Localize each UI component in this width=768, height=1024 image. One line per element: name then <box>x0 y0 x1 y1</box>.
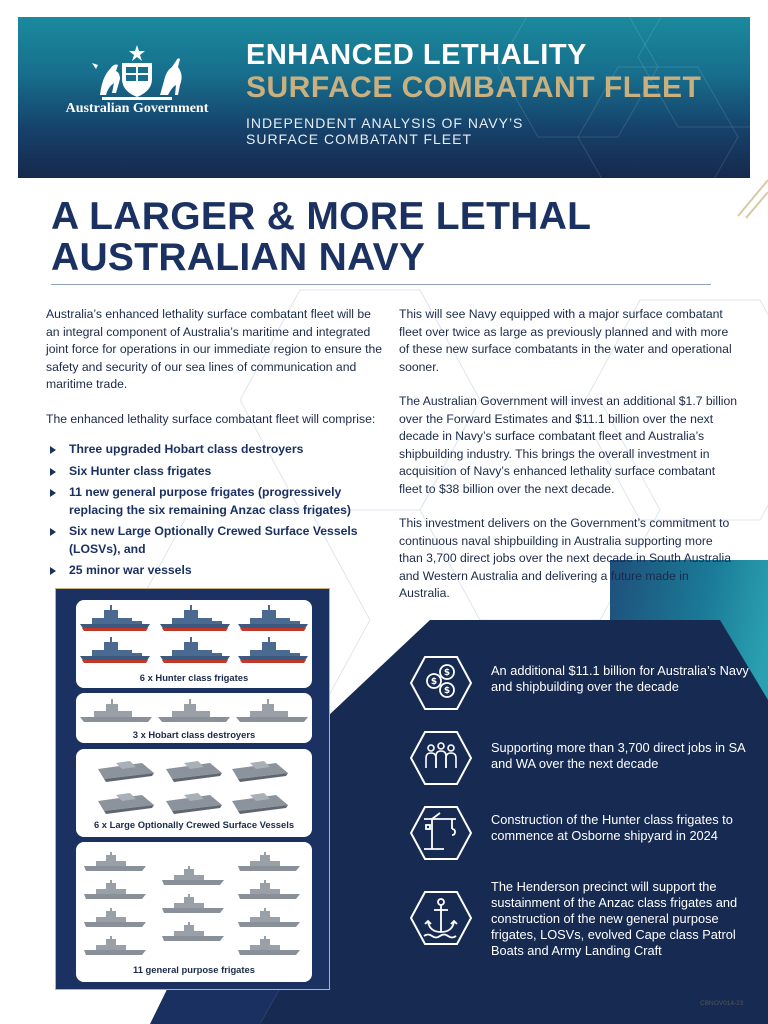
title-line-2: SURFACE COMBATANT FLEET <box>246 71 702 104</box>
list-item: 11 new general purpose frigates (progressively replacing the six remaining Anzac class frigates) <box>46 484 384 519</box>
anchor-icon <box>410 890 472 946</box>
crane-icon <box>410 805 472 861</box>
general-purpose-label: 11 general purpose frigates <box>133 964 255 975</box>
right-paragraph-1: This will see Navy equipped with a major surface combatant fleet over twice as large as previously planned and with more of these new surface combatants in the water and operational sooner. <box>399 307 732 374</box>
headline-line-2: AUSTRALIAN NAVY <box>51 236 426 279</box>
subtitle-line-1: INDEPENDENT ANALYSIS OF NAVY’S <box>246 115 524 131</box>
hobart-label: 3 x Hobart class destroyers <box>132 729 256 740</box>
workers-icon <box>410 730 472 786</box>
government-name: Australian Government <box>65 101 209 116</box>
subtitle-line-2: SURFACE COMBATANT FLEET <box>246 131 473 147</box>
title-line-1: ENHANCED LETHALITY <box>246 39 587 71</box>
svg-text:$: $ <box>443 668 451 678</box>
losv-label: 6 x Large Optionally Crewed Surface Vessels <box>93 819 295 830</box>
list-item: Six Hunter class frigates <box>46 463 384 481</box>
list-item: Six new Large Optionally Crewed Surface Vessels (LOSVs), and <box>46 523 384 558</box>
stat-henderson: The Henderson precinct will support the sustainment of the Anzac class frigates and construction of the new general purpose frigates, LOSVs, evolved Cape class Patrol Boats and Army Landing Craft <box>491 879 738 958</box>
list-item: 25 minor war vessels <box>46 562 384 580</box>
list-item: Three upgraded Hobart class destroyers <box>46 441 384 459</box>
fleet-lead-paragraph: The enhanced lethality surface combatant fleet will comprise: <box>46 411 376 426</box>
hunter-label: 6 x Hunter class frigates <box>139 672 249 683</box>
svg-text:$: $ <box>443 686 451 696</box>
intro-paragraph: Australia’s enhanced lethality surface combatant fleet will be an integral component of Australia’s maritime and integrated joint force for operations in our immediate region to ensure the safety and security of our sea lines of communication and maritime trade. <box>46 307 383 391</box>
stat-jobs: Supporting more than 3,700 direct jobs in SA and WA over the next decade <box>491 740 745 771</box>
right-paragraph-2: The Australian Government will invest an additional $1.7 billion over the Forward Estimates and $11.1 billion over the next decade in Navy’s surface combatant fleet and Australia’s shipbuilding industry. This brings the overall investment in acquisition of Navy’s enhanced lethality surface combatant fleet to $38 billion over the next decade. <box>399 394 738 496</box>
svg-text:$: $ <box>430 677 438 687</box>
headline-line-1: A LARGER & MORE LETHAL <box>51 195 592 238</box>
money-icon <box>410 655 472 711</box>
document-code: CBNOV014-23 <box>700 1000 744 1007</box>
stat-construction: Construction of the Hunter class frigates to commence at Osborne shipyard in 2024 <box>491 812 733 843</box>
right-paragraph-3: This investment delivers on the Government’s commitment to continuous naval shipbuilding in Australia supporting more than 3,700 direct jobs over the next decade in South Australia and Western Australia and delivering a future made in Australia. <box>399 516 731 600</box>
stat-funding: An additional $11.1 billion for Australia’s Navy and shipbuilding over the decade <box>491 663 749 694</box>
